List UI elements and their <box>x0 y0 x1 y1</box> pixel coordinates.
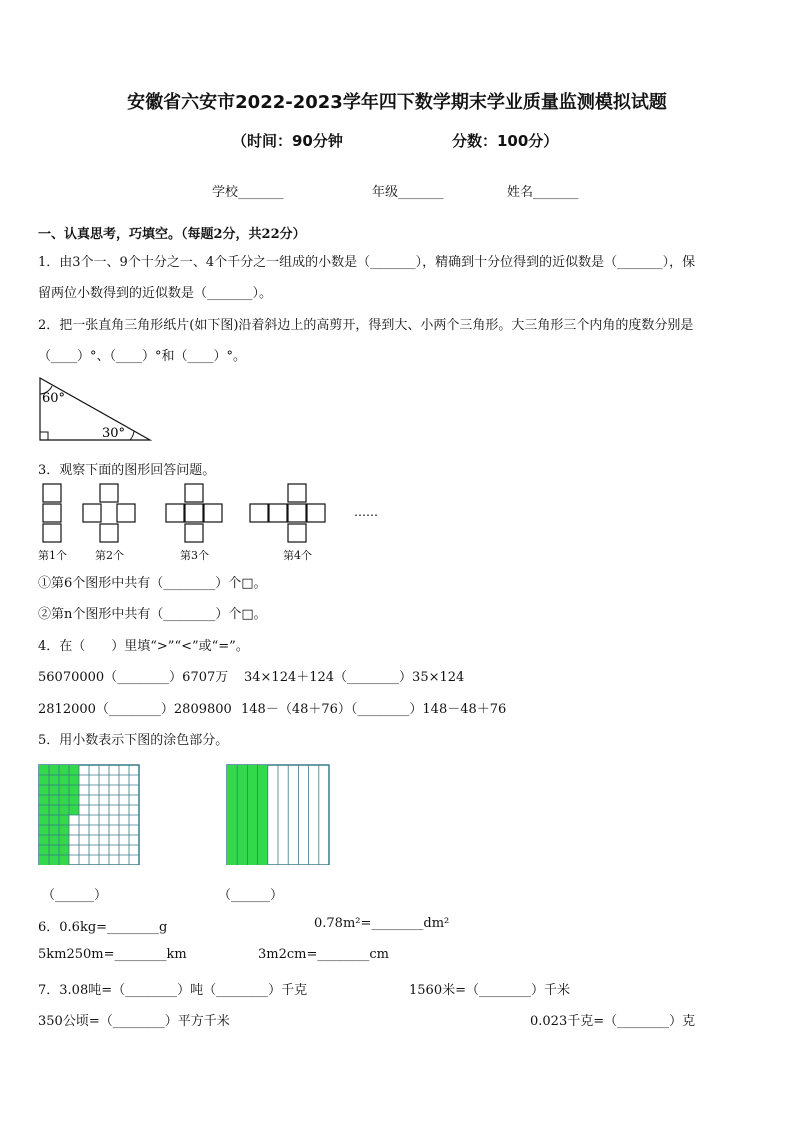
right-triangle-figure <box>34 374 156 444</box>
page-title: 安徽省六安市2022-2023学年四下数学期末学业质量监测模拟试题 <box>127 92 667 113</box>
question-7-a: 7．3.08吨=（________）吨（________）千克 <box>38 983 308 998</box>
pattern-ellipsis: …… <box>354 505 378 519</box>
question-3-sub-1: ①第6个图形中共有（________）个□。 <box>38 576 267 591</box>
exam-time: （时间：90分钟 <box>232 132 343 150</box>
question-4-row-1a: 56070000（________）6707万 <box>38 670 229 685</box>
figure-label-1: 第1个 <box>38 549 67 562</box>
section-heading: 一、认真思考，巧填空。（每题2分，共22分） <box>38 227 306 242</box>
question-1-line-1: 1．由3个一、9个十分之一、4个千分之一组成的小数是（_______），精确到十分位得到的近似数是（_______），保 <box>38 255 696 270</box>
question-3-sub-2: ②第n个图形中共有（________）个□。 <box>38 607 267 622</box>
square-pattern-figure <box>36 482 396 544</box>
angle-30-label: 30° <box>102 426 126 441</box>
answer-blank-2: （______） <box>218 888 284 903</box>
question-6-d: 3m2cm=________cm <box>258 947 389 962</box>
question-3-title: 3．观察下面的图形回答问题。 <box>38 463 216 478</box>
question-7-d: 0.023千克=（________）克 <box>530 1014 696 1029</box>
figure-label-3: 第3个 <box>180 549 209 562</box>
grade-field: 年级_______ <box>372 185 444 200</box>
tenths-grid-figure <box>225 763 331 865</box>
figure-label-2: 第2个 <box>95 549 124 562</box>
question-1-line-2: 留两位小数得到的近似数是（_______）。 <box>38 286 273 301</box>
figure-label-4: 第4个 <box>283 549 312 562</box>
question-6-a: 6．0.6kg=________g <box>38 920 168 935</box>
angle-60-label: 60° <box>42 391 66 406</box>
question-6-c: 5km250m=________km <box>38 947 187 962</box>
question-4-row-2b: 148－（48＋76）（________）148－48＋76 <box>241 702 507 717</box>
question-5-title: 5．用小数表示下图的涂色部分。 <box>38 733 229 748</box>
exam-score: 分数：100分） <box>452 132 559 150</box>
hundred-grid-figure <box>37 763 141 865</box>
question-6-b: 0.78m²=________dm² <box>314 916 450 931</box>
school-field: 学校_______ <box>212 185 284 200</box>
question-7-b: 1560米=（________）千米 <box>409 983 570 998</box>
question-2-line-2: （____）°、（____）°和（____）°。 <box>38 349 247 364</box>
name-field: 姓名_______ <box>507 185 579 200</box>
question-4-row-1b: 34×124＋124（________）35×124 <box>244 670 465 685</box>
question-4-title: 4．在（ ）里填“>”“<”或“=”。 <box>38 639 249 654</box>
answer-blank-1: （______） <box>42 888 108 903</box>
question-4-row-2a: 2812000（________）2809800 <box>38 702 232 717</box>
question-2-line-1: 2．把一张直角三角形纸片(如下图)沿着斜边上的高剪开，得到大、小两个三角形。大三角形三个内角的度数分别是 <box>38 318 694 333</box>
question-7-c: 350公顷=（________）平方千米 <box>38 1014 230 1029</box>
